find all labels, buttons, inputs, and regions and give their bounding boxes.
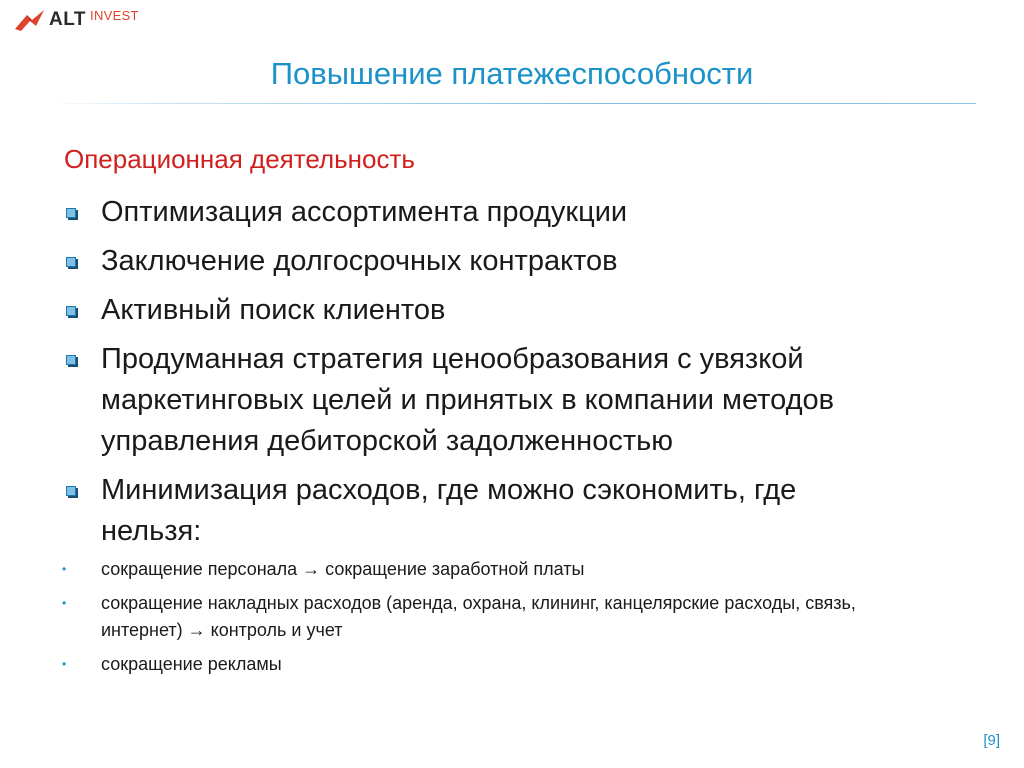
page-number: [9]: [983, 732, 1000, 749]
sub-list-item-text: сокращение накладных расходов (аренда, охрана, клининг, канцелярские расходы, связь, интернет) → контроль и учет: [101, 593, 856, 640]
main-bullet-list: [60, 192, 980, 560]
list-item: [60, 192, 980, 233]
sub-list-item-text: сокращение рекламы: [101, 654, 282, 674]
sub-list-item: [60, 556, 940, 583]
dot-bullet-icon: •: [62, 657, 67, 671]
logo-invest-text: INVEST: [90, 7, 139, 23]
square-bullet-icon: [66, 306, 76, 316]
logo-alt-text: ALT: [49, 9, 87, 30]
list-item: [60, 339, 980, 462]
dot-bullet-icon: •: [62, 596, 67, 610]
dot-bullet-icon: •: [62, 562, 67, 576]
list-item-text: Оптимизация ассортимента продукции: [101, 196, 628, 228]
page-title: Повышение платежеспособности: [270, 56, 754, 91]
square-bullet-icon: [66, 257, 76, 267]
sub-list-item-text: сокращение персонала → сокращение заработной платы: [101, 559, 585, 579]
square-bullet-icon: [66, 486, 76, 496]
square-bullet-icon: [66, 208, 76, 218]
title-divider: [48, 103, 976, 104]
list-item-text: Активный поиск клиентов: [101, 294, 446, 326]
alt-invest-logo: [14, 8, 139, 32]
list-item-text: Заключение долгосрочных контрактов: [101, 245, 618, 277]
list-item: [60, 241, 980, 282]
square-bullet-icon: [66, 355, 76, 365]
list-item: [60, 470, 980, 552]
plane-icon: [14, 8, 46, 32]
sub-bullet-list: [60, 556, 940, 685]
section-heading: Операционная деятельность: [64, 144, 415, 174]
list-item-text: Продуманная стратегия ценообразования с увязкой маркетинговых целей и принятых в компании методов управления дебиторской задолженностью: [101, 343, 835, 457]
sub-list-item: [60, 651, 940, 678]
sub-list-item: [60, 590, 940, 644]
list-item-text: Минимизация расходов, где можно сэкономить, где нельзя:: [101, 474, 797, 547]
list-item: [60, 290, 980, 331]
